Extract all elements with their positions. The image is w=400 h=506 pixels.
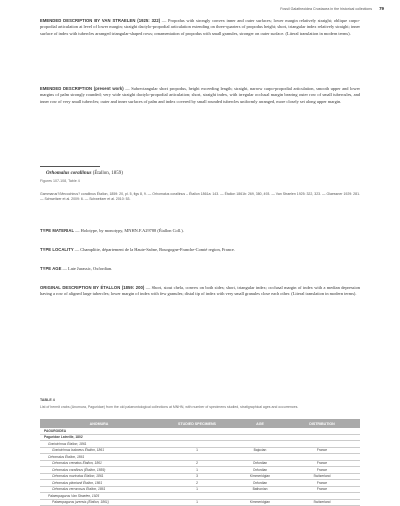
age-cell: Oxfordian xyxy=(236,460,284,467)
specimens-cell: 1 xyxy=(158,467,236,474)
section-text: — Late Jurassic, Oxfordian. xyxy=(61,266,113,271)
section-heading: TYPE MATERIAL xyxy=(40,228,75,233)
section-text: — Subrectangular short propodus, height exceeding length; straight, narrow carpo-propodial articulation, smooth upper and lower margins of palm strongly rounded; very wide straight dactylo-propodial articulation; short, straight index, with irregular occlusal margin bearing outer row of small tubercules, and inner row of very small tubercles; outer and inner surfaces of palm and index covered by small rounded tubercles uniformly arranged, more closely set along upper margin. xyxy=(40,86,361,104)
taxon-cell: Palaeopagurus Van Straelen, 1925 xyxy=(40,493,158,500)
specimens-cell: 1 xyxy=(158,486,236,493)
section-rule xyxy=(40,166,100,167)
taxon-cell: Orhomalus verrucosus Étallon, 1861 xyxy=(40,486,158,493)
age-cell: Kimmeridgian xyxy=(236,499,284,506)
taxon-cell: Orhomalus Étallon, 1861 xyxy=(40,454,158,461)
specimens-cell: 1 xyxy=(158,499,236,506)
original-description xyxy=(40,285,360,298)
section-heading: TYPE LOCALITY xyxy=(40,247,74,252)
age-cell: Oxfordian xyxy=(236,467,284,474)
table-row xyxy=(40,499,360,506)
distribution-cell: France xyxy=(284,460,360,467)
age-cell: Oxfordian xyxy=(236,480,284,487)
table-header-row xyxy=(40,419,360,428)
taxon-cell: Orhomalus pitonianii Étallon, 1861 xyxy=(40,480,158,487)
running-header xyxy=(280,6,384,11)
distribution-cell: Switzerland xyxy=(284,473,360,480)
type-material xyxy=(40,228,360,234)
age-cell: Kimmeridgian xyxy=(236,473,284,480)
figures-reference: Figures 107-108, Table 4 xyxy=(40,179,80,183)
table-label: TABLE 4 xyxy=(40,398,55,402)
section-text: — Short, stout chela, convex on both sides; short, triangular index; occlusal margin of index with a median depression having a row of aligned large tubercles; lower margin of index with few granules; distal tip of index with very small granules close each other. (Literal translation in modern terms). xyxy=(40,285,360,297)
section-heading: EMENDED DESCRIPTION (present work) xyxy=(40,86,124,91)
taxon-cell: Orhomalus corallinus (Étallon, 1859) xyxy=(40,467,158,474)
running-title: Fossil Galatheoidea Crustacea in the historical collections xyxy=(280,7,373,11)
specimens-cell: 2 xyxy=(158,480,236,487)
header-studied-specimens: STUDIED SPECIMENS xyxy=(158,419,236,428)
age-cell: Bajocian xyxy=(236,447,284,454)
distribution-cell: Switzerland xyxy=(284,499,360,506)
taxon-cell: Palaeopagurus jurensis (Étallon, 1861) xyxy=(40,499,158,506)
taxon-cell: Gonioichnus baboeus Étallon, 1861 xyxy=(40,447,158,454)
age-cell: Bathonian xyxy=(236,486,284,493)
species-author: (Étallon, 1859) xyxy=(91,171,123,176)
header-distribution: DISTRIBUTION xyxy=(284,419,360,428)
taxon-cell: Orhomalus crenatus Étallon, 1861 xyxy=(40,460,158,467)
species-name: Orhomalus corallinus xyxy=(46,171,92,176)
type-locality xyxy=(40,247,360,253)
taxon-cell: PAGUROIDEA xyxy=(40,428,158,434)
type-age xyxy=(40,266,360,272)
page-number: 79 xyxy=(379,6,384,11)
header-anomura: ANOMURA xyxy=(40,419,158,428)
emended-description-present xyxy=(40,86,360,105)
taxon-cell: Orhomalus muricatus Étallon, 1861 xyxy=(40,473,158,480)
specimens-cell: 2 xyxy=(158,460,236,467)
table-caption: List of hermit crabs (Anomura, Paguridae) from the old palaeontological collections at MNHN, with number of specimens studied, stratigraphical ages and occurrences. xyxy=(40,405,299,409)
specimens-cell: 1 xyxy=(158,447,236,454)
header-age: AGE xyxy=(236,419,284,428)
taxon-cell: Gonioichnus Étallon, 1861 xyxy=(40,441,158,448)
species-title xyxy=(46,171,123,176)
distribution-cell: France xyxy=(284,447,360,454)
section-text: — Propodus with strongly convex inner and outer surfaces; lower margin relatively straight; oblique carpo-propodial articulation at level of lower margin; straight dactylo-propodial articulation extending on three-quarters of propodus height; short, triangular index relatively straight; inner surface of index with tubercles arranged triangular-shaped rows; ornamentation of propodus with small granules, stronger on outer surface. (Literal translation in modern terms). xyxy=(40,18,360,36)
taxon-cell: Paguridae Latreille, 1802 xyxy=(40,434,158,441)
section-text: — Champlitte, département de la Haute-Saône, Bourgogne-Franche-Comté region, France. xyxy=(73,247,235,252)
synonymy: Gammarus?/Mecochirus? corallinus Étallon, 1859: 20, pl. 5, figs 8, 9. — Orhomalus corallinus – Étallon 1861a: 143. — Étallon 1861b: 269, 380, 493. — Van Straelen 1925: 322, 323. — Glaessner 1929: 281. — Schweitzer et al. 2009: 6. — Schweitzer et al. 2010: 53. xyxy=(40,192,360,202)
hermit-crab-table xyxy=(40,419,360,506)
distribution-cell: France xyxy=(284,486,360,493)
distribution-cell: France xyxy=(284,480,360,487)
section-text: — Holotype, by monotypy, MNHN.F.A29788 (Étallon Coll.). xyxy=(74,228,184,233)
emended-description-van-straelen xyxy=(40,18,360,37)
section-heading: TYPE AGE xyxy=(40,266,62,271)
distribution-cell: France xyxy=(284,467,360,474)
specimens-cell: 3 xyxy=(158,473,236,480)
section-heading: EMENDED DESCRIPTION BY VAN STRAELEN (1925: 322) xyxy=(40,18,161,23)
section-heading: ORIGINAL DESCRIPTION BY ÉTALLON (1859: 200) xyxy=(40,285,145,290)
